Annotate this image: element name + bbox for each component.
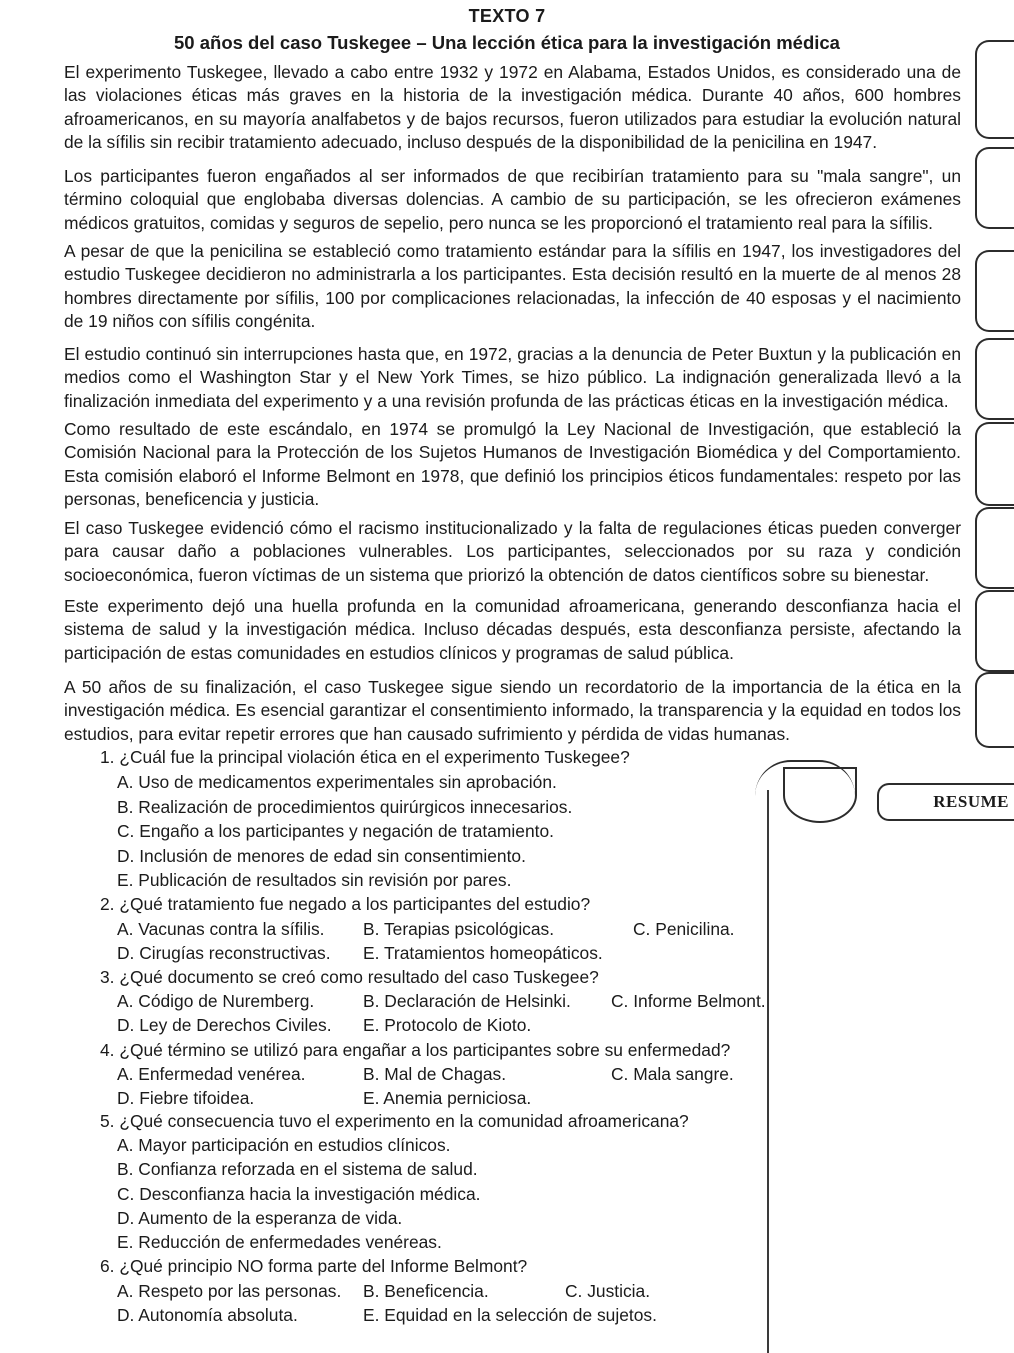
question-1-option-b[interactable]: B. Realización de procedimientos quirúrgicos innecesarios. [117, 797, 573, 817]
question-4-option-e[interactable]: E. Anemia perniciosa. [363, 1088, 532, 1108]
question-1: 1. ¿Cuál fue la principal violación ética en el experimento Tuskegee? [100, 747, 630, 767]
resume-label: RESUME [933, 792, 1009, 811]
question-4: 4. ¿Qué término se utilizó para engañar a los participantes sobre su enfermedad? [100, 1040, 731, 1060]
question-1-option-c[interactable]: C. Engaño a los participantes y negación de tratamiento. [117, 821, 554, 841]
summary-box-5[interactable] [975, 422, 1014, 506]
question-5-option-a[interactable]: A. Mayor participación en estudios clínicos. [117, 1135, 451, 1155]
paragraph-6: El caso Tuskegee evidenció cómo el racismo institucionalizado y la falta de regulaciones éticas pueden converger para causar daño a poblaciones vulnerables. Los participantes, seleccionados por su raza y condición socioeconómica, fueron víctimas de un sistema que priorizó la obtención de datos científicos sobre su bienestar. [64, 518, 961, 585]
question-5-option-c[interactable]: C. Desconfianza hacia la investigación médica. [117, 1184, 481, 1204]
summary-box-8[interactable] [975, 672, 1014, 748]
question-3-option-e[interactable]: E. Protocolo de Kioto. [363, 1015, 532, 1035]
summary-box-7[interactable] [975, 590, 1014, 672]
question-3-option-a[interactable]: A. Código de Nuremberg. [117, 991, 315, 1011]
summary-box-6[interactable] [975, 507, 1014, 589]
question-6-option-e[interactable]: E. Equidad en la selección de sujetos. [363, 1305, 657, 1325]
summary-box-1[interactable] [975, 40, 1014, 139]
summary-box-2[interactable] [975, 147, 1014, 229]
scroll-roll-decoration [783, 767, 857, 823]
question-2-option-e[interactable]: E. Tratamientos homeopáticos. [363, 943, 603, 963]
question-5-option-d[interactable]: D. Aumento de la esperanza de vida. [117, 1208, 403, 1228]
question-3-option-d[interactable]: D. Ley de Derechos Civiles. [117, 1015, 332, 1035]
paragraph-3: A pesar de que la penicilina se estableció como tratamiento estándar para la sífilis en 1947, los investigadores del estudio Tuskegee decidieron no administrarla a los participantes. Esta decisión resultó en la muerte de al menos 28 hombres directamente por sífilis, 100 por complicaciones relacionadas, la infección de 40 esposas y el nacimiento de 19 niños con sífilis congénita. [64, 241, 961, 332]
question-1-option-a[interactable]: A. Uso de medicamentos experimentales sin aprobación. [117, 772, 557, 792]
question-1-option-e[interactable]: E. Publicación de resultados sin revisión por pares. [117, 870, 512, 890]
question-3-option-c[interactable]: C. Informe Belmont. [611, 991, 766, 1011]
question-4-option-b[interactable]: B. Mal de Chagas. [363, 1064, 507, 1084]
question-2-option-b[interactable]: B. Terapias psicológicas. [363, 919, 555, 939]
paragraph-2: Los participantes fueron engañados al ser informados de que recibirían tratamiento para su "mala sangre", un término coloquial que englobaba diversas dolencias. A cambio de su participación, se les ofrecieron exámenes médicos gratuitos, comidas y seguros de sepelio, pero nunca se les proporcionó el tratamiento real para la sífilis. [64, 166, 961, 233]
page-title: 50 años del caso Tuskegee – Una lección ética para la investigación médica [174, 32, 840, 53]
paragraph-5: Como resultado de este escándalo, en 1974 se promulgó la Ley Nacional de Investigación, que estableció la Comisión Nacional para la Protección de los Sujetos Humanos de Investigación Biomédica y del Comportamiento. Esta comisión elaboró el Informe Belmont en 1978, que definió los principios éticos fundamentales: respeto por las personas, beneficencia y justicia. [64, 419, 961, 510]
question-6: 6. ¿Qué principio NO forma parte del Informe Belmont? [100, 1256, 528, 1276]
paragraph-4: El estudio continuó sin interrupciones hasta que, en 1972, gracias a la denuncia de Peter Buxtun y la publicación en medios como el Washington Star y el New York Times, se hizo público. La indignación generalizada llevó a la finalización inmediata del experimento y a una revisión profunda de las prácticas éticas en la investigación médica. [64, 344, 961, 411]
summary-box-4[interactable] [975, 338, 1014, 420]
paragraph-7: Este experimento dejó una huella profunda en la comunidad afroamericana, generando desconfianza hacia el sistema de salud y la investigación médica. Incluso décadas después, esta desconfianza persiste, afectando la participación de estas comunidades en estudios clínicos y programas de salud pública. [64, 596, 961, 663]
question-1-option-d[interactable]: D. Inclusión de menores de edad sin consentimiento. [117, 846, 526, 866]
resume-box[interactable] [877, 783, 1014, 821]
question-3-option-b[interactable]: B. Declaración de Helsinki. [363, 991, 571, 1011]
question-5-option-e[interactable]: E. Reducción de enfermedades venéreas. [117, 1232, 442, 1252]
scroll-edge-line [767, 790, 769, 1353]
paragraph-1: El experimento Tuskegee, llevado a cabo entre 1932 y 1972 en Alabama, Estados Unidos, es considerado una de las violaciones éticas más graves en la historia de la investigación médica. Durante 40 años, 600 hombres afroamericanos, en su mayoría analfabetos y de bajos recursos, fueron utilizados para estudiar la evolución natural de la sífilis sin recibir tratamiento adecuado, incluso después de la disponibilidad de la penicilina en 1947. [64, 62, 961, 153]
question-5: 5. ¿Qué consecuencia tuvo el experimento en la comunidad afroamericana? [100, 1111, 689, 1131]
question-6-option-d[interactable]: D. Autonomía absoluta. [117, 1305, 298, 1325]
question-4-option-d[interactable]: D. Fiebre tifoidea. [117, 1088, 255, 1108]
text-number: TEXTO 7 [468, 6, 546, 26]
question-6-option-b[interactable]: B. Beneficencia. [363, 1281, 489, 1301]
question-3: 3. ¿Qué documento se creó como resultado del caso Tuskegee? [100, 967, 599, 987]
paragraph-8: A 50 años de su finalización, el caso Tuskegee sigue siendo un recordatorio de la importancia de la ética en la investigación médica. Es esencial garantizar el consentimiento informado, la transparencia y la equidad en todos los estudios, para evitar repetir errores que han causado sufrimiento y pérdida de vidas humanas. [64, 677, 961, 744]
question-6-option-c[interactable]: C. Justicia. [565, 1281, 651, 1301]
question-2-option-d[interactable]: D. Cirugías reconstructivas. [117, 943, 331, 963]
question-4-option-a[interactable]: A. Enfermedad venérea. [117, 1064, 306, 1084]
question-6-option-a[interactable]: A. Respeto por las personas. [117, 1281, 342, 1301]
question-2-option-a[interactable]: A. Vacunas contra la sífilis. [117, 919, 325, 939]
question-4-option-c[interactable]: C. Mala sangre. [611, 1064, 734, 1084]
question-2-option-c[interactable]: C. Penicilina. [633, 919, 735, 939]
question-2: 2. ¿Qué tratamiento fue negado a los participantes del estudio? [100, 894, 591, 914]
question-5-option-b[interactable]: B. Confianza reforzada en el sistema de salud. [117, 1159, 478, 1179]
summary-box-3[interactable] [975, 250, 1014, 332]
